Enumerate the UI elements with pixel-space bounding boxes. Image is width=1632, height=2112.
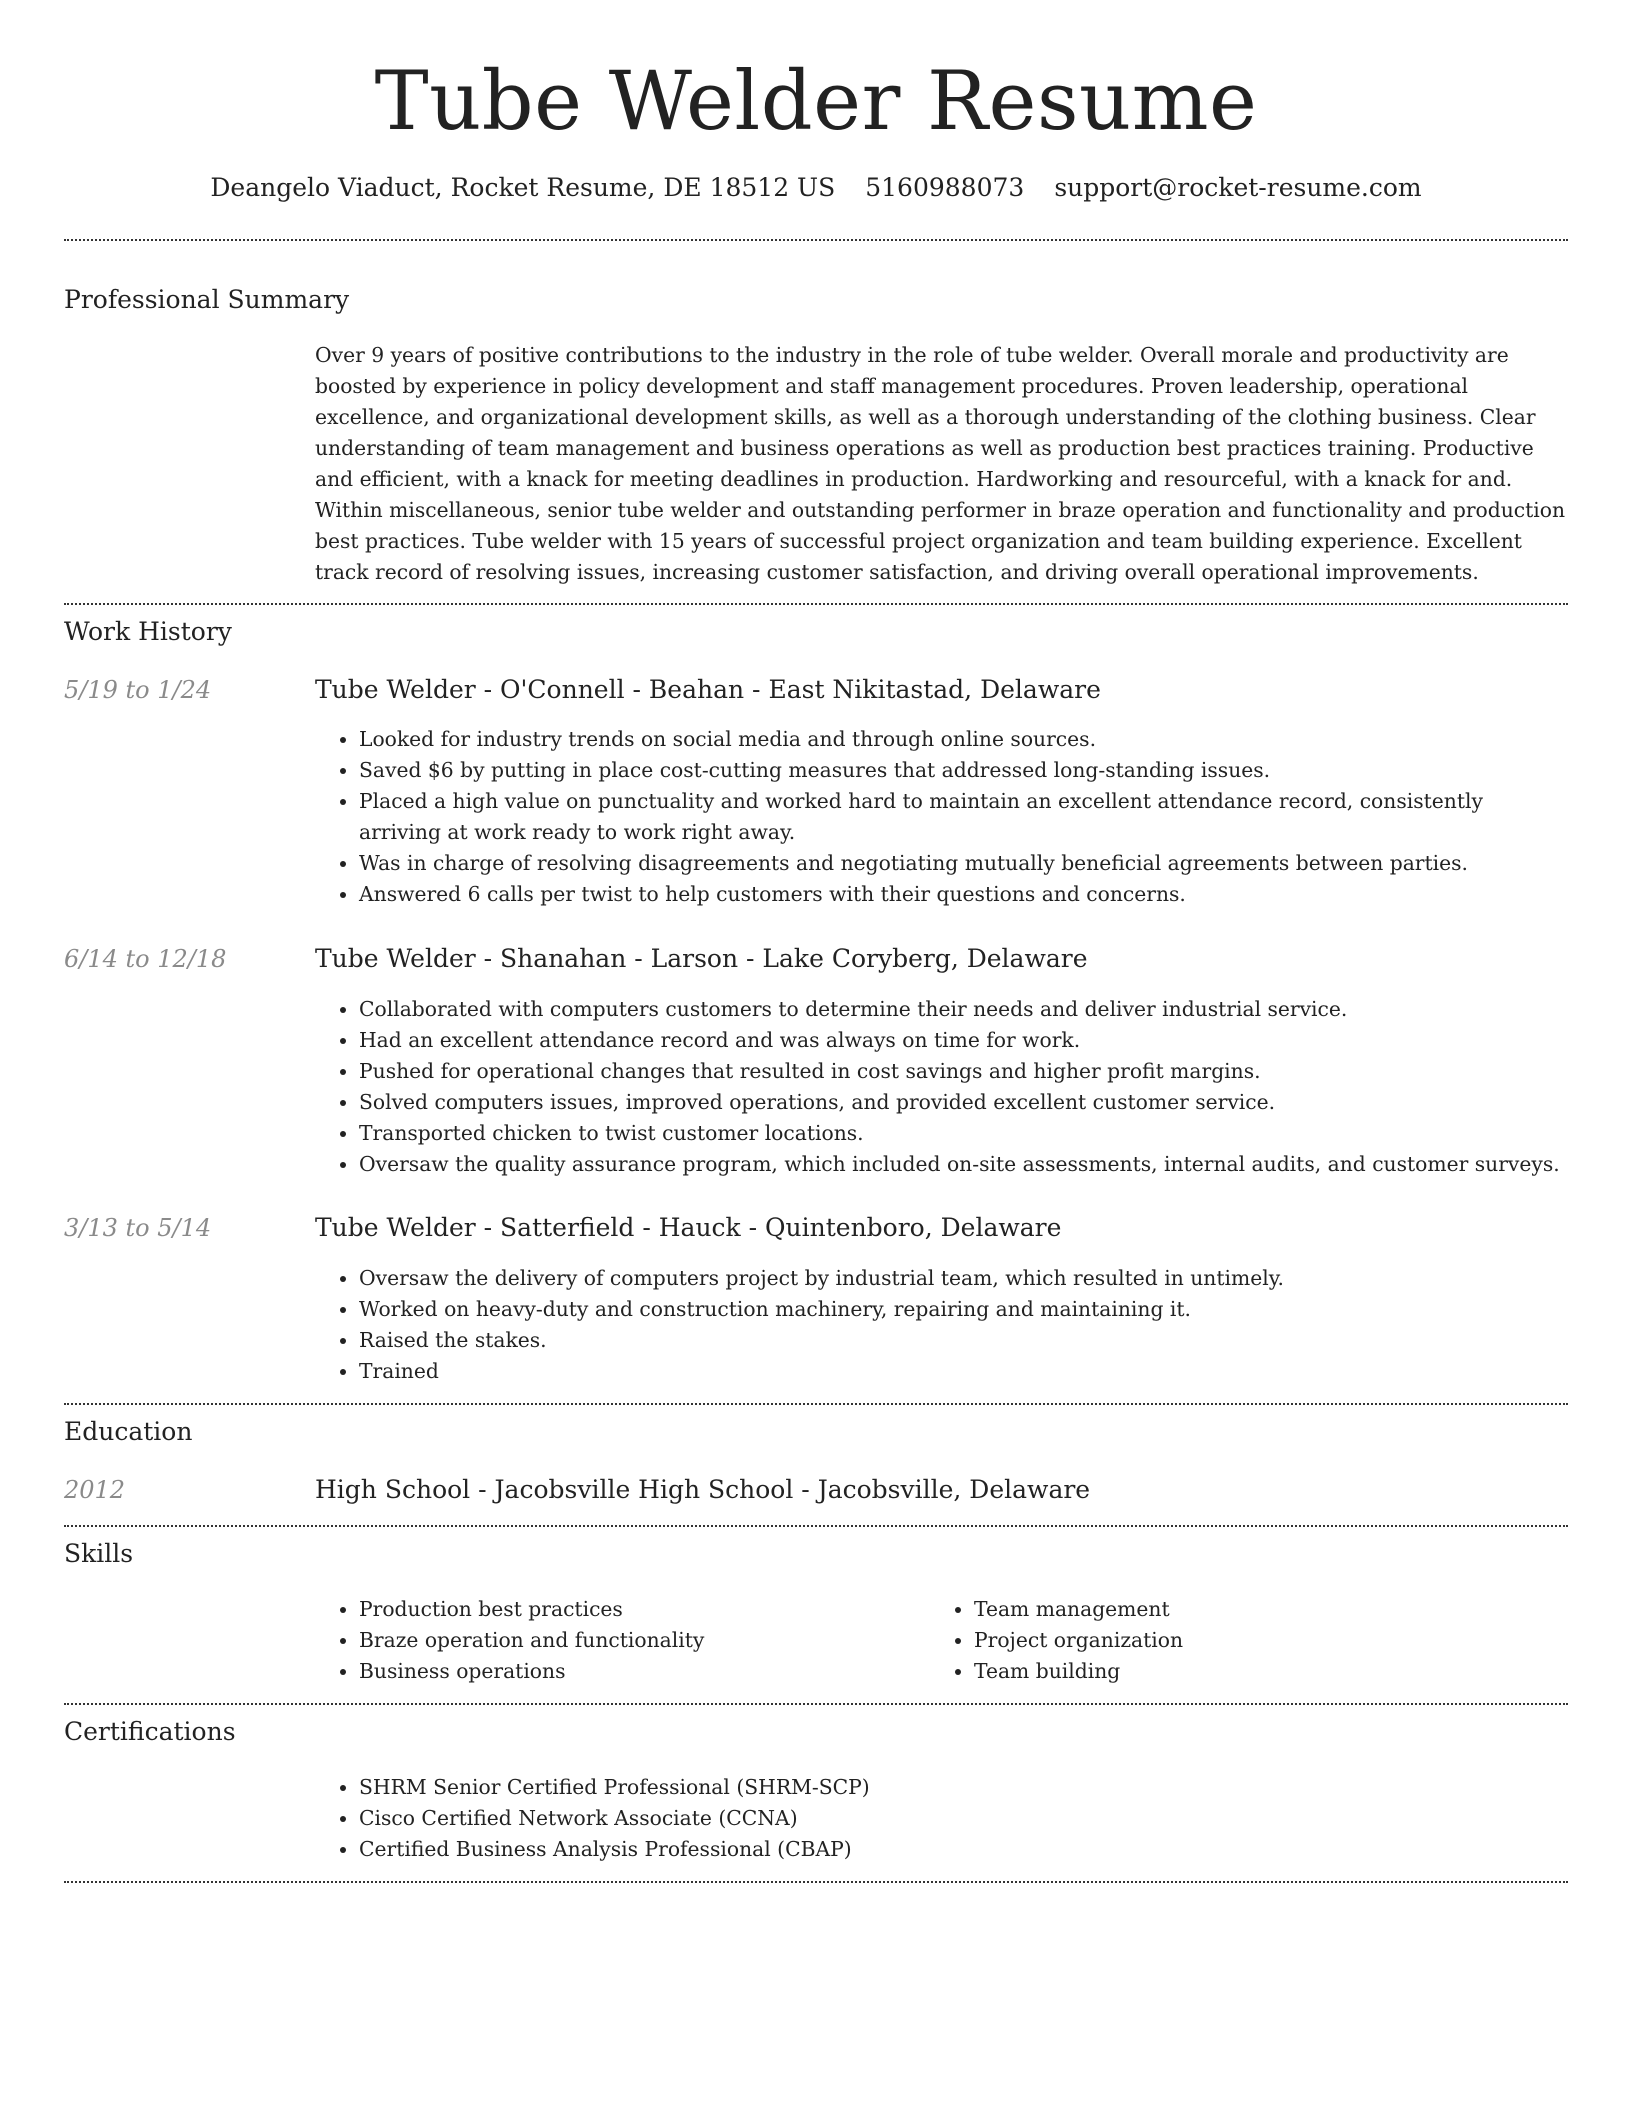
section-divider <box>64 1703 1568 1705</box>
job-bullet: • Transported chicken to twist customer locations. <box>359 1118 1612 1149</box>
job-bullet: • Had an excellent attendance record and was always on time for work. <box>359 1025 1612 1056</box>
contact-address: Deangelo Viaduct, Rocket Resume, DE 18512 US <box>210 173 836 202</box>
skill-item: • Business operations <box>359 1656 929 1687</box>
summary-heading: Professional Summary <box>64 285 350 314</box>
job-bullet: • Worked on heavy-duty and construction machinery, repairing and maintaining it. <box>359 1294 1612 1325</box>
skills-list-right <box>930 1594 1574 1687</box>
section-divider <box>64 1525 1568 1527</box>
contact-email: support@rocket-resume.com <box>1054 173 1422 202</box>
job-bullet: • Was in charge of resolving disagreements and negotiating mutually beneficial agreements between parties. <box>359 848 1570 879</box>
job-title: Tube Welder - O'Connell - Beahan - East Nikitastad, Delaware <box>315 675 1101 704</box>
education-heading: Education <box>64 1417 193 1446</box>
job-bullet: • Saved $6 by putting in place cost-cutting measures that addressed long-standing issues. <box>359 755 1570 786</box>
certification-item: • SHRM Senior Certified Professional (SHRM-SCP) <box>359 1772 1559 1803</box>
work-history-heading: Work History <box>64 617 232 646</box>
job-title: Tube Welder - Satterfield - Hauck - Quintenboro, Delaware <box>315 1213 1062 1242</box>
job-bullets <box>315 1263 1612 1387</box>
education-year: 2012 <box>64 1476 126 1504</box>
section-divider <box>64 1881 1568 1883</box>
job-dates: 3/13 to 5/14 <box>64 1214 212 1242</box>
job-bullet: • Oversaw the delivery of computers project by industrial team, which resulted in untimely. <box>359 1263 1612 1294</box>
skill-item: • Team management <box>974 1594 1574 1625</box>
job-title: Tube Welder - Shanahan - Larson - Lake Coryberg, Delaware <box>315 944 1088 973</box>
resume-title: Tube Welder Resume <box>374 55 1258 149</box>
skill-item: • Team building <box>974 1656 1574 1687</box>
skill-item: • Braze operation and functionality <box>359 1625 929 1656</box>
contact-phone: 5160988073 <box>865 173 1025 202</box>
certification-item: • Certified Business Analysis Professional (CBAP) <box>359 1834 1559 1865</box>
section-divider <box>64 1403 1568 1405</box>
summary-text: Over 9 years of positive contributions to the industry in the role of tube welder. Overall morale and productivity are boosted by experience in policy development and staff management procedures. Proven leadership, operational excellence, and organizational development skills, as well as a thorough understanding of the clothing business. Clear understanding of team management and business operations as well as production best practices training. Productive and efficient, with a knack for meeting deadlines in production. Hardworking and resourceful, with a knack for and. Within miscellaneous, senior tube welder and outstanding performer in braze operation and functionality and production best practices. Tube welder with 15 years of successful project organization and team building experience. Excellent track record of resolving issues, increasing customer satisfaction, and driving overall operational improvements. <box>315 343 1566 584</box>
skills-list-left <box>315 1594 929 1687</box>
job-bullet: • Looked for industry trends on social media and through online sources. <box>359 724 1570 755</box>
section-divider <box>64 603 1568 605</box>
job-bullet: • Answered 6 calls per twist to help customers with their questions and concerns. <box>359 879 1570 910</box>
job-bullet: • Pushed for operational changes that resulted in cost savings and higher profit margins. <box>359 1056 1612 1087</box>
job-bullet: • Raised the stakes. <box>359 1325 1612 1356</box>
skills-heading: Skills <box>64 1539 134 1568</box>
skill-item: • Project organization <box>974 1625 1574 1656</box>
job-bullet: • Oversaw the quality assurance program, which included on-site assessments, internal audits, and customer surveys. <box>359 1149 1612 1180</box>
job-dates: 6/14 to 12/18 <box>64 945 227 973</box>
job-bullet: • Placed a high value on punctuality and worked hard to maintain an excellent attendance record, consistently arriving at work ready to work right away. <box>359 786 1570 848</box>
job-bullet: • Trained <box>359 1356 1612 1387</box>
job-bullet: • Collaborated with computers customers to determine their needs and deliver industrial service. <box>359 994 1612 1025</box>
education-entry: High School - Jacobsville High School - Jacobsville, Delaware <box>315 1475 1091 1504</box>
section-divider <box>64 239 1568 241</box>
certification-item: • Cisco Certified Network Associate (CCNA) <box>359 1803 1559 1834</box>
job-bullets <box>315 994 1612 1180</box>
certifications-heading: Certifications <box>64 1717 236 1746</box>
certifications-list <box>315 1772 1559 1865</box>
job-bullets <box>315 724 1570 910</box>
skill-item: • Production best practices <box>359 1594 929 1625</box>
job-dates: 5/19 to 1/24 <box>64 676 212 704</box>
job-bullet: • Solved computers issues, improved operations, and provided excellent customer service. <box>359 1087 1612 1118</box>
contact-info <box>0 168 1632 208</box>
